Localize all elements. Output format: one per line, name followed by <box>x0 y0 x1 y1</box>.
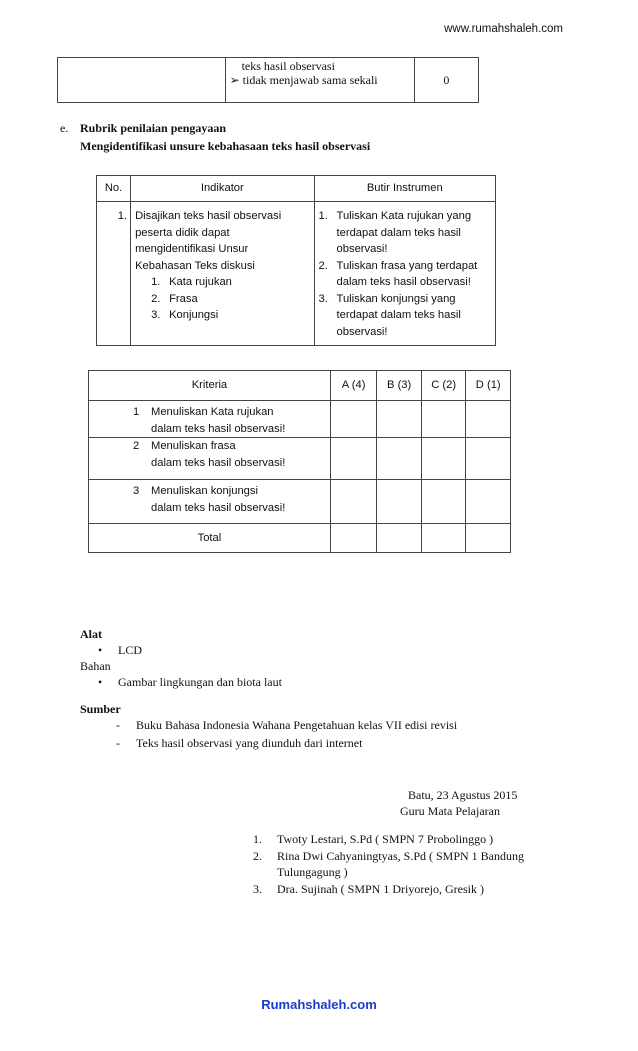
score-cell-c <box>421 480 466 524</box>
criteria-cell: 2 Menuliskan frasa dalam teks hasil observasi! <box>89 438 331 480</box>
section-e <box>60 121 226 136</box>
score-cell-a <box>330 480 377 524</box>
indikator-item: 1. Kata rujukan <box>151 276 232 288</box>
indikator-item: 3. Konjungsi <box>151 309 219 321</box>
col-kriteria-header: Kriteria <box>89 371 331 401</box>
section-e-letter: e. <box>60 121 69 135</box>
score-cell-b <box>377 401 422 438</box>
col-b-header: B (3) <box>377 371 422 401</box>
section-e-title: Rubrik penilaian pengayaan <box>80 121 227 135</box>
alat-item: • LCD <box>88 643 142 658</box>
butir-item: 1. Tuliskan Kata rujukan yang terdapat dalam teks hasil observasi! <box>318 210 472 255</box>
col-a-header: A (4) <box>330 371 377 401</box>
butir-item: 2. Tuliskan frasa yang terdapat dalam teks hasil observasi! <box>318 259 478 288</box>
score-cell-d <box>466 524 511 553</box>
score-cell-a <box>330 438 377 480</box>
criteria-cell: 1 Menuliskan Kata rujukan dalam teks hasil observasi! <box>89 401 331 438</box>
bahan-item: • Gambar lingkungan dan biota laut <box>88 675 282 690</box>
criteria-cell: 3 Menuliskan konjungsi dalam teks hasil observasi! <box>89 480 331 524</box>
teacher-item: 3. Dra. Sujinah ( SMPN 1 Driyorejo, Gresik ) <box>253 881 484 896</box>
total-label: Total <box>89 524 331 553</box>
score-cell-b <box>377 480 422 524</box>
indikator-item: 2. Frasa <box>151 292 198 305</box>
criteria-table <box>88 370 511 553</box>
rubric-row-no: 1. <box>97 202 131 346</box>
score-cell-a <box>330 401 377 438</box>
butir-item: 3. Tuliskan konjungsi yang terdapat dalam teks hasil observasi! <box>318 292 461 338</box>
score-cell-a <box>330 524 377 553</box>
teacher-role: Guru Mata Pelajaran <box>400 804 500 818</box>
total-row <box>89 524 511 553</box>
col-d-header: D (1) <box>466 371 511 401</box>
col-no-header: No. <box>97 176 131 202</box>
sumber-item: - Teks hasil observasi yang diunduh dari internet <box>116 736 363 750</box>
footer-link[interactable]: Rumahshaleh.com <box>261 997 377 1012</box>
arrow-bullet-icon: ➢ <box>229 73 240 87</box>
sumber-label: Sumber <box>80 702 121 716</box>
place-date: Batu, 23 Agustus 2015 <box>408 788 518 802</box>
rubric-indikator-cell <box>131 202 314 346</box>
top-table-cell-empty <box>58 58 226 103</box>
criteria-row <box>89 401 511 438</box>
score-cell-d <box>466 480 511 524</box>
score-cell-d <box>466 438 511 480</box>
top-table <box>57 57 479 103</box>
alat-label: Alat <box>80 627 102 641</box>
score-cell-c <box>421 401 466 438</box>
rubric-table <box>96 175 496 346</box>
top-table-line2: tidak menjawab sama sekali <box>242 73 378 87</box>
criteria-row <box>89 438 511 480</box>
top-table-score: 0 <box>414 58 478 103</box>
indikator-text: Disajikan teks hasil observasi peserta didik dapat mengidentifikasi Unsur Kebahasan Teks diskusi <box>135 210 282 272</box>
col-c-header: C (2) <box>421 371 466 401</box>
teacher-item: 1. Twoty Lestari, S.Pd ( SMPN 7 Probolinggo ) <box>253 832 494 846</box>
col-butir-header: Butir Instrumen <box>314 176 495 202</box>
bullet-dot-icon: • <box>98 675 103 689</box>
teacher-item: 2. Rina Dwi Cahyaningtyas, S.Pd ( SMPN 1 Bandung Tulungagung ) <box>253 848 525 879</box>
sumber-item: - Buku Bahasa Indonesia Wahana Pengetahuan kelas VII edisi revisi <box>116 718 458 732</box>
criteria-row <box>89 480 511 524</box>
bullet-dot-icon: • <box>98 643 103 657</box>
score-cell-d <box>466 401 511 438</box>
header-url: www.rumahshaleh.com <box>444 23 563 35</box>
top-table-line1: teks hasil observasi <box>241 59 335 73</box>
score-cell-b <box>377 438 422 480</box>
top-table-cell-desc <box>225 58 414 103</box>
score-cell-b <box>377 524 422 553</box>
bahan-label: Bahan <box>80 659 111 673</box>
col-indikator-header: Indikator <box>131 176 314 202</box>
indikator-list <box>135 274 307 324</box>
score-cell-c <box>421 438 466 480</box>
score-cell-c <box>421 524 466 553</box>
section-e-subtitle: Mengidentifikasi unsure kebahasaan teks hasil observasi <box>80 139 371 153</box>
teacher-list <box>253 831 553 897</box>
rubric-butir-cell <box>314 202 495 346</box>
